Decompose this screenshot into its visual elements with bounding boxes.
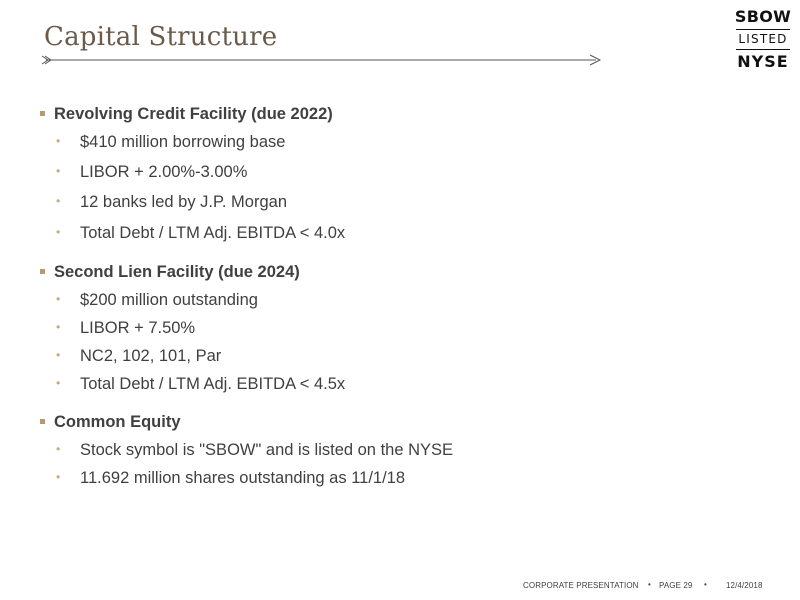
dot-bullet-icon: • bbox=[56, 164, 61, 178]
dot-bullet-icon: • bbox=[56, 348, 61, 362]
dot-bullet-icon: • bbox=[56, 292, 61, 306]
list-item bbox=[56, 375, 345, 394]
list-item-text: 11.692 million shares outstanding as 11/1/18 bbox=[80, 469, 406, 487]
logo-divider-top bbox=[736, 29, 790, 30]
list-item-text: Stock symbol is "SBOW" and is listed on the NYSE bbox=[80, 441, 454, 459]
list-item-text: $410 million borrowing base bbox=[80, 133, 286, 151]
list-item bbox=[56, 163, 247, 182]
list-item bbox=[56, 133, 285, 152]
title-arrow-rule bbox=[40, 52, 605, 68]
footer-label: CORPORATE PRESENTATION bbox=[523, 581, 639, 590]
footer-separator-icon: • bbox=[704, 580, 707, 589]
dot-bullet-icon: • bbox=[56, 470, 61, 484]
list-item bbox=[56, 347, 221, 366]
list-item-text: 12 banks led by J.P. Morgan bbox=[80, 193, 287, 211]
footer-page-number: PAGE 29 bbox=[659, 581, 693, 590]
footer-separator-icon: • bbox=[648, 580, 651, 589]
section-heading-revolver bbox=[40, 105, 333, 124]
dot-bullet-icon: • bbox=[56, 194, 61, 208]
list-item bbox=[56, 469, 405, 488]
section-heading-text: Revolving Credit Facility (due 2022) bbox=[54, 105, 333, 123]
list-item-text: Total Debt / LTM Adj. EBITDA < 4.5x bbox=[80, 375, 346, 393]
list-item-text: NC2, 102, 101, Par bbox=[80, 347, 222, 365]
square-bullet-icon bbox=[40, 419, 45, 424]
logo-exchange: NYSE bbox=[737, 52, 789, 71]
slide-title: Capital Structure bbox=[44, 22, 278, 52]
dot-bullet-icon: • bbox=[56, 376, 61, 390]
footer-date: 12/4/2018 bbox=[726, 581, 763, 590]
dot-bullet-icon: • bbox=[56, 134, 61, 148]
list-item bbox=[56, 193, 287, 212]
dot-bullet-icon: • bbox=[56, 442, 61, 456]
dot-bullet-icon: • bbox=[56, 225, 61, 239]
list-item-text: LIBOR + 7.50% bbox=[80, 319, 196, 337]
list-item bbox=[56, 224, 345, 243]
logo-divider-bottom bbox=[736, 49, 790, 50]
section-heading-common-equity bbox=[40, 413, 181, 432]
square-bullet-icon bbox=[40, 111, 45, 116]
section-heading-text: Common Equity bbox=[54, 413, 181, 431]
logo-ticker: SBOW bbox=[734, 7, 792, 26]
list-item bbox=[56, 291, 258, 310]
nyse-listed-logo bbox=[734, 8, 792, 71]
list-item-text: LIBOR + 2.00%-3.00% bbox=[80, 163, 248, 181]
section-heading-text: Second Lien Facility (due 2024) bbox=[54, 263, 300, 281]
section-heading-second-lien bbox=[40, 263, 300, 282]
list-item-text: Total Debt / LTM Adj. EBITDA < 4.0x bbox=[80, 224, 346, 242]
logo-listed: LISTED bbox=[738, 32, 788, 46]
list-item bbox=[56, 319, 195, 338]
square-bullet-icon bbox=[40, 269, 45, 274]
dot-bullet-icon: • bbox=[56, 320, 61, 334]
list-item bbox=[56, 441, 453, 460]
list-item-text: $200 million outstanding bbox=[80, 291, 258, 309]
